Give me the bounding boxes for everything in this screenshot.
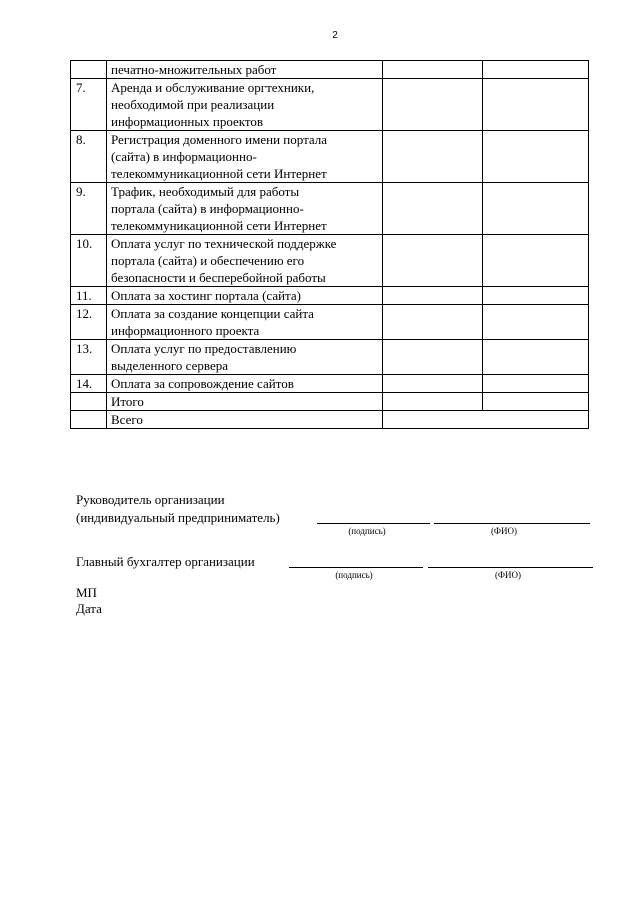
description-line: портала (сайта) в информационно- — [111, 201, 304, 216]
amount-cell — [483, 183, 589, 235]
accountant-signature-caption: (подпись) — [335, 570, 373, 580]
amount-cell — [383, 131, 483, 183]
row-description — [107, 61, 383, 79]
row-description — [107, 305, 383, 340]
table-row — [71, 340, 589, 375]
head-title-line1: Руководитель организации — [76, 492, 225, 507]
row-number: 14. — [71, 375, 107, 393]
head-signature-caption: (подпись) — [348, 526, 386, 536]
amount-cell — [483, 131, 589, 183]
description-line: необходимой при реализации — [111, 97, 275, 112]
amount-cell — [383, 61, 483, 79]
description-line: Трафик, необходимый для работы — [111, 184, 300, 199]
amount-cell — [383, 287, 483, 305]
row-description — [107, 131, 383, 183]
amount-cell — [483, 393, 589, 411]
total-label: Всего — [107, 411, 383, 429]
table-row — [71, 393, 589, 411]
total-row — [71, 411, 589, 429]
row-number — [71, 61, 107, 79]
amount-cell — [483, 61, 589, 79]
amount-cell — [383, 305, 483, 340]
description-line: Регистрация доменного имени портала — [111, 132, 328, 147]
description-line: Итого — [111, 394, 144, 409]
table-row — [71, 61, 589, 79]
head-title-line2: (индивидуальный предприниматель) — [76, 510, 280, 525]
description-line: безопасности и бесперебойной работы — [111, 270, 326, 285]
stamp-label: МП — [76, 585, 97, 600]
amount-cell — [383, 183, 483, 235]
description-line: информационных проектов — [111, 114, 264, 129]
accountant-name-line — [428, 567, 593, 568]
row-number — [71, 411, 107, 429]
description-line: Оплата за сопровождение сайтов — [111, 376, 294, 391]
row-description — [107, 340, 383, 375]
description-line: (сайта) в информационно- — [111, 149, 257, 164]
row-number: 7. — [71, 79, 107, 131]
amount-cell — [383, 393, 483, 411]
description-line: Оплата за создание концепции сайта — [111, 306, 314, 321]
amount-cell — [383, 375, 483, 393]
row-description — [107, 393, 383, 411]
description-line: телекоммуникационной сети Интернет — [111, 218, 327, 233]
date-label: Дата — [76, 601, 102, 616]
table-row — [71, 305, 589, 340]
row-number: 8. — [71, 131, 107, 183]
table-row — [71, 183, 589, 235]
amount-cell — [483, 340, 589, 375]
description-line: Аренда и обслуживание оргтехники, — [111, 80, 315, 95]
row-number: 11. — [71, 287, 107, 305]
row-description — [107, 235, 383, 287]
row-number: 12. — [71, 305, 107, 340]
description-line: печатно-множительных работ — [111, 62, 277, 77]
row-description — [107, 183, 383, 235]
accountant-name-caption: (ФИО) — [494, 570, 522, 580]
expenses-table — [70, 60, 589, 429]
page-number: 2 — [332, 30, 338, 41]
table-row — [71, 235, 589, 287]
table-row — [71, 287, 589, 305]
table-row — [71, 131, 589, 183]
amount-cell — [383, 79, 483, 131]
description-line: выделенного сервера — [111, 358, 228, 373]
row-description — [107, 79, 383, 131]
description-line: телекоммуникационной сети Интернет — [111, 166, 327, 181]
amount-cell — [483, 79, 589, 131]
amount-cell — [483, 235, 589, 287]
description-line: информационного проекта — [111, 323, 260, 338]
description-line: Оплата услуг по технической поддержке — [111, 236, 337, 251]
total-amount-cell — [383, 411, 589, 429]
amount-cell — [483, 305, 589, 340]
accountant-title: Главный бухгалтер организации — [76, 554, 255, 569]
row-number — [71, 393, 107, 411]
table-row — [71, 79, 589, 131]
head-name-line — [434, 523, 590, 524]
row-number: 9. — [71, 183, 107, 235]
row-description — [107, 287, 383, 305]
description-line: портала (сайта) и обеспечению его — [111, 253, 305, 268]
row-description — [107, 375, 383, 393]
row-number: 10. — [71, 235, 107, 287]
amount-cell — [483, 375, 589, 393]
head-signature-line — [317, 523, 430, 524]
amount-cell — [383, 235, 483, 287]
description-line: Оплата услуг по предоставлению — [111, 341, 297, 356]
description-line: Оплата за хостинг портала (сайта) — [111, 288, 301, 303]
accountant-signature-line — [289, 567, 423, 568]
amount-cell — [483, 287, 589, 305]
row-number: 13. — [71, 340, 107, 375]
table-row — [71, 375, 589, 393]
head-name-caption: (ФИО) — [490, 526, 518, 536]
amount-cell — [383, 340, 483, 375]
